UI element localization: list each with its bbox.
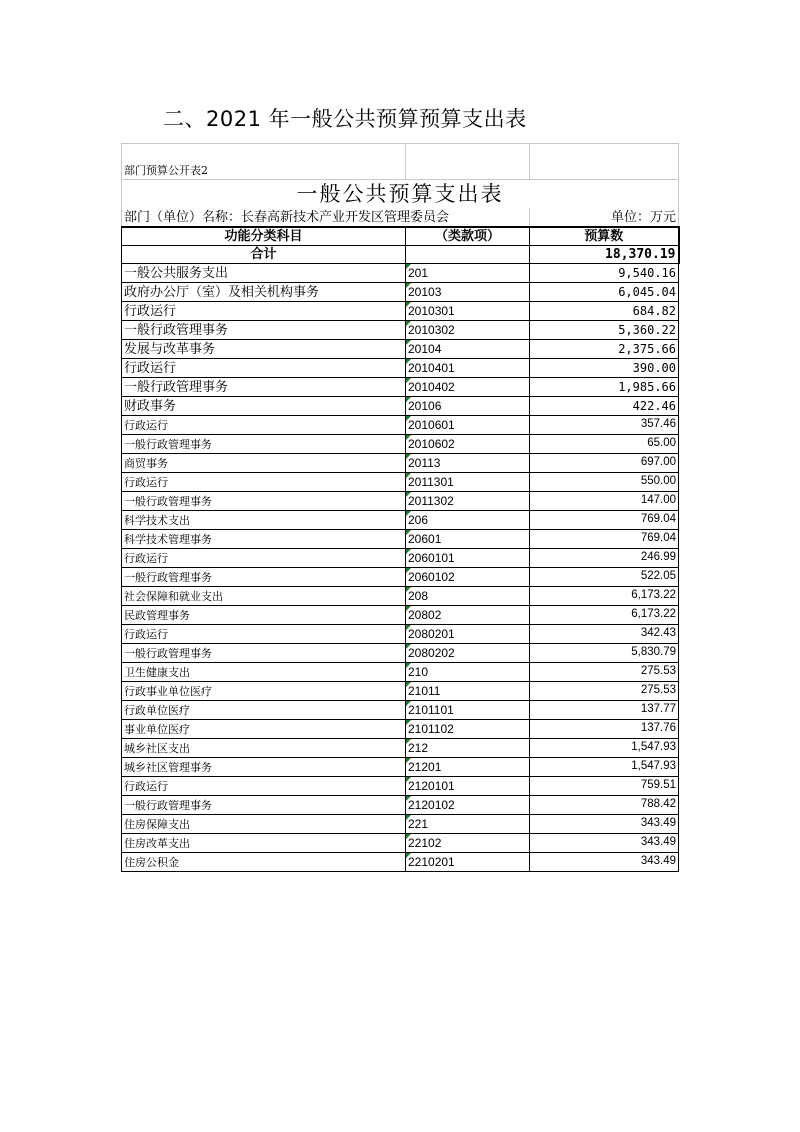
- category-code: 2080201: [406, 625, 530, 644]
- category-name: 发展与改革事务: [122, 340, 406, 359]
- category-code: 2210201: [406, 853, 530, 872]
- category-name: 一般公共服务支出: [122, 264, 406, 283]
- budget-amount: 697.00: [530, 454, 679, 473]
- budget-amount: 550.00: [530, 473, 679, 492]
- unit-label: 单位：万元: [530, 208, 679, 227]
- category-name: 一般行政管理事务: [122, 796, 406, 815]
- category-name: 城乡社区支出: [122, 739, 406, 758]
- table-row: [122, 815, 679, 834]
- category-code: 20802: [406, 606, 530, 625]
- empty-cell: [406, 144, 530, 180]
- header-code: （类款项）: [406, 227, 530, 246]
- table-row: [122, 530, 679, 549]
- budget-amount: 5,360.22: [530, 321, 679, 340]
- category-code: 208: [406, 587, 530, 606]
- category-code: 212: [406, 739, 530, 758]
- category-name: 住房公积金: [122, 853, 406, 872]
- table-row: [122, 359, 679, 378]
- table-row: [122, 777, 679, 796]
- budget-amount: 522.05: [530, 568, 679, 587]
- category-name: 行政运行: [122, 302, 406, 321]
- budget-amount: 343.49: [530, 815, 679, 834]
- department-name: 部门（单位）名称：长春高新技术产业开发区管理委员会: [122, 208, 530, 227]
- category-code: 20601: [406, 530, 530, 549]
- category-name: 一般行政管理事务: [122, 492, 406, 511]
- budget-table-sheet: [121, 143, 678, 872]
- category-code: 2101101: [406, 701, 530, 720]
- category-code: 21201: [406, 758, 530, 777]
- category-name: 行政运行: [122, 777, 406, 796]
- budget-amount: 1,547.93: [530, 739, 679, 758]
- category-code: 2120102: [406, 796, 530, 815]
- category-name: 一般行政管理事务: [122, 644, 406, 663]
- category-code: 20104: [406, 340, 530, 359]
- budget-amount: 5,830.79: [530, 644, 679, 663]
- table-id-row: [122, 144, 679, 180]
- table-row: [122, 473, 679, 492]
- header-budget-amount: 预算数: [530, 227, 679, 246]
- table-row: [122, 644, 679, 663]
- table-title: 一般公共预算支出表: [122, 180, 679, 209]
- category-name: 事业单位医疗: [122, 720, 406, 739]
- budget-amount: 6,173.22: [530, 606, 679, 625]
- category-code: 2010302: [406, 321, 530, 340]
- category-name: 一般行政管理事务: [122, 378, 406, 397]
- budget-amount: 2,375.66: [530, 340, 679, 359]
- table-row: [122, 834, 679, 853]
- budget-amount: 275.53: [530, 663, 679, 682]
- budget-amount: 6,173.22: [530, 587, 679, 606]
- table-row: [122, 739, 679, 758]
- category-name: 科学技术支出: [122, 511, 406, 530]
- budget-amount: 357.46: [530, 416, 679, 435]
- empty-cell: [406, 246, 530, 264]
- table-row: [122, 682, 679, 701]
- table-row: [122, 701, 679, 720]
- table-row: [122, 454, 679, 473]
- category-code: 2060101: [406, 549, 530, 568]
- budget-amount: 390.00: [530, 359, 679, 378]
- category-name: 行政事业单位医疗: [122, 682, 406, 701]
- page-title: 二、2021 年一般公共预算预算支出表: [163, 107, 527, 131]
- category-name: 一般行政管理事务: [122, 321, 406, 340]
- category-name: 社会保障和就业支出: [122, 587, 406, 606]
- budget-table: [121, 143, 680, 872]
- category-code: 2010301: [406, 302, 530, 321]
- department-row: [122, 208, 679, 227]
- budget-amount: 275.53: [530, 682, 679, 701]
- total-label: 合计: [122, 246, 406, 264]
- budget-amount: 246.99: [530, 549, 679, 568]
- category-code: 210: [406, 663, 530, 682]
- category-name: 行政单位医疗: [122, 701, 406, 720]
- table-row: [122, 511, 679, 530]
- budget-amount: 9,540.16: [530, 264, 679, 283]
- category-name: 行政运行: [122, 473, 406, 492]
- table-row: [122, 435, 679, 454]
- total-amount: 18,370.19: [530, 246, 679, 264]
- category-code: 20103: [406, 283, 530, 302]
- category-code: 2080202: [406, 644, 530, 663]
- category-code: 2010401: [406, 359, 530, 378]
- table-row: [122, 568, 679, 587]
- category-code: 2011302: [406, 492, 530, 511]
- category-name: 一般行政管理事务: [122, 568, 406, 587]
- table-row: [122, 587, 679, 606]
- category-name: 住房保障支出: [122, 815, 406, 834]
- budget-amount: 788.42: [530, 796, 679, 815]
- table-row: [122, 663, 679, 682]
- category-name: 住房改革支出: [122, 834, 406, 853]
- budget-amount: 769.04: [530, 511, 679, 530]
- empty-cell: [530, 144, 679, 180]
- category-code: 206: [406, 511, 530, 530]
- budget-amount: 343.49: [530, 853, 679, 872]
- category-code: 22102: [406, 834, 530, 853]
- budget-amount: 1,985.66: [530, 378, 679, 397]
- category-code: 2011301: [406, 473, 530, 492]
- budget-amount: 684.82: [530, 302, 679, 321]
- category-code: 201: [406, 264, 530, 283]
- budget-amount: 769.04: [530, 530, 679, 549]
- budget-amount: 759.51: [530, 777, 679, 796]
- category-name: 行政运行: [122, 549, 406, 568]
- table-row: [122, 492, 679, 511]
- category-code: 21011: [406, 682, 530, 701]
- category-code: 2060102: [406, 568, 530, 587]
- table-row: [122, 378, 679, 397]
- category-code: 221: [406, 815, 530, 834]
- table-row: [122, 264, 679, 283]
- budget-amount: 343.49: [530, 834, 679, 853]
- category-name: 商贸事务: [122, 454, 406, 473]
- header-row: [122, 227, 679, 246]
- table-row: [122, 625, 679, 644]
- table-row: [122, 796, 679, 815]
- table-row: [122, 720, 679, 739]
- budget-amount: 137.77: [530, 701, 679, 720]
- total-row: [122, 246, 679, 264]
- table-row: [122, 606, 679, 625]
- category-code: 20113: [406, 454, 530, 473]
- table-row: [122, 302, 679, 321]
- table-row: [122, 283, 679, 302]
- budget-amount: 65.00: [530, 435, 679, 454]
- category-code: 20106: [406, 397, 530, 416]
- budget-amount: 342.43: [530, 625, 679, 644]
- category-name: 一般行政管理事务: [122, 435, 406, 454]
- category-code: 2010601: [406, 416, 530, 435]
- category-name: 卫生健康支出: [122, 663, 406, 682]
- table-row: [122, 549, 679, 568]
- table-row: [122, 397, 679, 416]
- table-row: [122, 416, 679, 435]
- table-row: [122, 758, 679, 777]
- category-name: 城乡社区管理事务: [122, 758, 406, 777]
- category-name: 行政运行: [122, 625, 406, 644]
- category-name: 行政运行: [122, 416, 406, 435]
- category-name: 民政管理事务: [122, 606, 406, 625]
- budget-amount: 1,547.93: [530, 758, 679, 777]
- category-name: 行政运行: [122, 359, 406, 378]
- budget-amount: 6,045.04: [530, 283, 679, 302]
- category-code: 2010602: [406, 435, 530, 454]
- budget-amount: 147.00: [530, 492, 679, 511]
- category-code: 2010402: [406, 378, 530, 397]
- table-id: 部门预算公开表2: [122, 144, 406, 180]
- category-code: 2120101: [406, 777, 530, 796]
- header-function-category: 功能分类科目: [122, 227, 406, 246]
- category-name: 政府办公厅（室）及相关机构事务: [122, 283, 406, 302]
- budget-amount: 422.46: [530, 397, 679, 416]
- category-code: 2101102: [406, 720, 530, 739]
- table-row: [122, 853, 679, 872]
- budget-amount: 137.76: [530, 720, 679, 739]
- category-name: 科学技术管理事务: [122, 530, 406, 549]
- table-row: [122, 321, 679, 340]
- category-name: 财政事务: [122, 397, 406, 416]
- table-row: [122, 340, 679, 359]
- table-title-row: [122, 180, 679, 209]
